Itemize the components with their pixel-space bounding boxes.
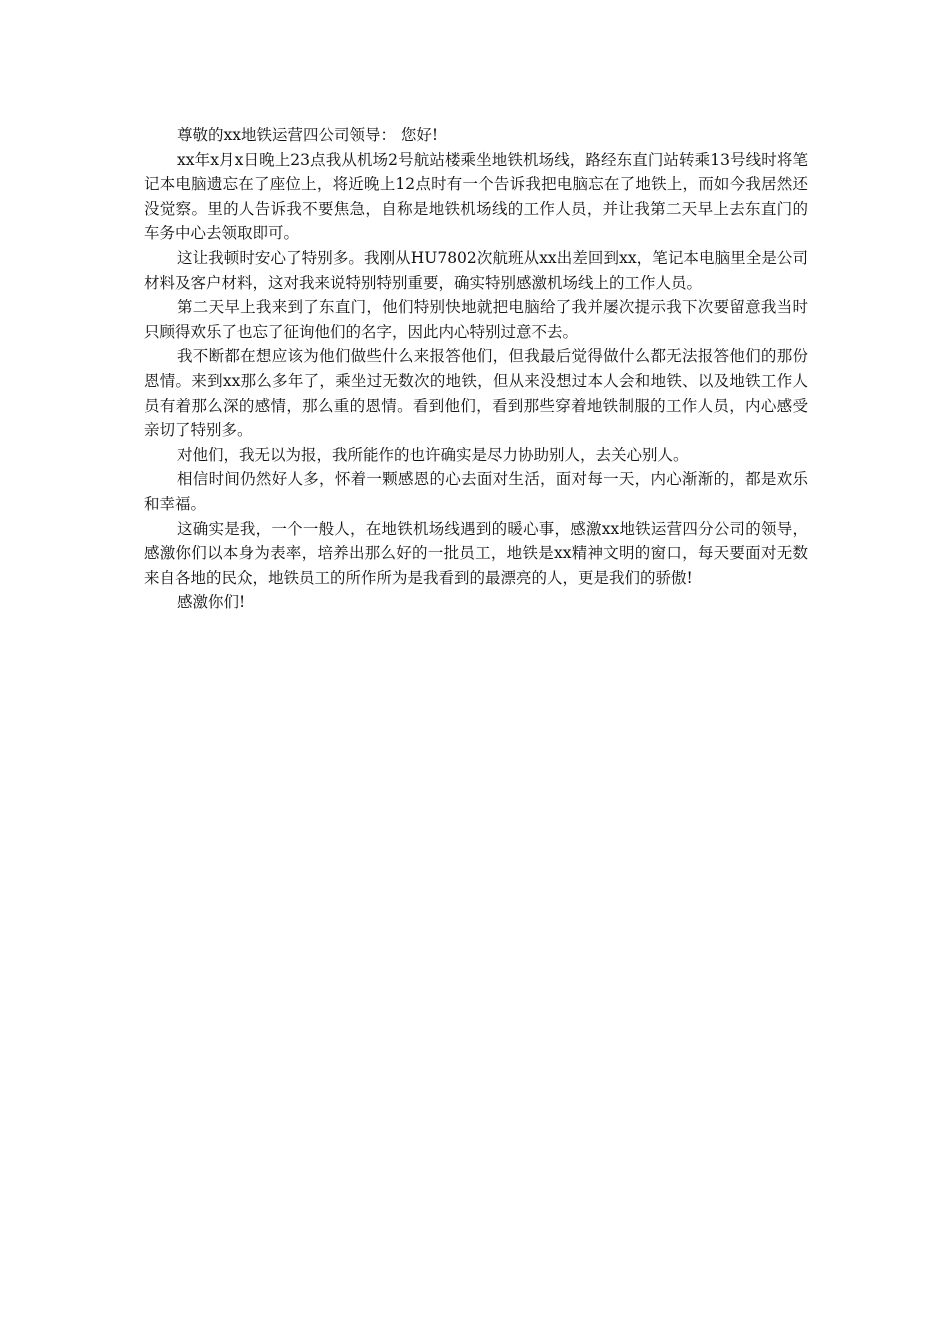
- closing: 感激你们!: [177, 593, 246, 612]
- paragraph-pickup: 第二天早上我来到了东直门，他们特别快地就把电脑给了我并屡次提示我下次要留意我当时只顾得欢乐了也忘了征询他们的名字，因此内心特别过意不去。: [144, 298, 808, 341]
- paragraph-gratitude: 我不断都在想应该为他们做些什么来报答他们，但我最后觉得做什么都无法报答他们的那份恩情。来到xx那么多年了，乘坐过无数次的地铁，但从来没想过本人会和地铁、以及地铁工作人员有着那么深的感情，那么重的恩情。看到他们，看到那些穿着地铁制服的工作人员，内心感受亲切了特别多。: [144, 347, 808, 440]
- letter-body: [144, 123, 808, 615]
- paragraph-incident: xx年x月x日晚上23点我从机场2号航站楼乘坐地铁机场线，路经东直门站转乘13号线时将笔记本电脑遗忘在了座位上，将近晚上12点时有一个告诉我把电脑忘在了地铁上，而如今我居然还没觉察。里的人告诉我不要焦急，自称是地铁机场线的工作人员，并让我第二天早上去东直门的车务中心去领取即可。: [144, 150, 808, 243]
- paragraph-believe: 相信时间仍然好人多，怀着一颗感恩的心去面对生活，面对每一天，内心渐渐的，都是欢乐和幸福。: [144, 470, 808, 513]
- paragraph-thanks-company: 这确实是我，一个一般人，在地铁机场线遇到的暖心事，感激xx地铁运营四分公司的领导，感激你们以本身为表率，培养出那么好的一批员工，地铁是xx精神文明的窗口，每天要面对无数来自各地的民众，地铁员工的所作所为是我看到的最漂亮的人，更是我们的骄傲!: [144, 519, 808, 587]
- paragraph-relief: 这让我顿时安心了特别多。我刚从HU7802次航班从xx出差回到xx，笔记本电脑里全是公司材料及客户材料，这对我来说特别特别重要，确实特别感激机场线上的工作人员。: [144, 248, 808, 292]
- salutation: 尊敬的xx地铁运营四公司领导： 您好!: [177, 126, 439, 144]
- paragraph-repay: 对他们，我无以为报，我所能作的也许确实是尽力协助别人，去关心别人。: [177, 445, 689, 464]
